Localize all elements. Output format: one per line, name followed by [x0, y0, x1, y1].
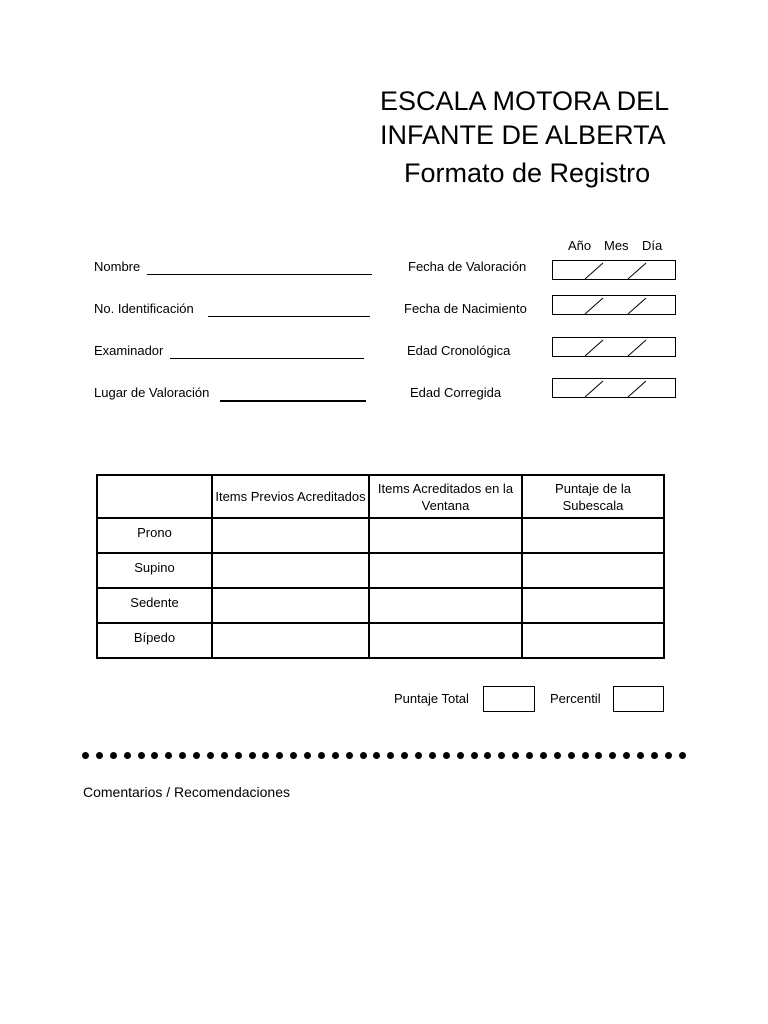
table-cell[interactable]	[212, 623, 369, 658]
examiner-label: Examinador	[94, 343, 164, 358]
table-cell[interactable]	[522, 588, 664, 623]
table-row	[97, 553, 664, 588]
separator-dot	[637, 752, 644, 759]
id-label: No. Identificación	[94, 301, 194, 316]
separator-dot	[346, 752, 353, 759]
comments-area[interactable]	[83, 806, 683, 996]
table-header-corner	[97, 475, 212, 518]
name-field[interactable]	[147, 274, 372, 275]
separator-dot	[249, 752, 256, 759]
separator-dot	[484, 752, 491, 759]
separator-dot	[276, 752, 283, 759]
separator-dot	[110, 752, 117, 759]
separator-dot	[595, 752, 602, 759]
date-header-year: Año	[568, 238, 592, 253]
date-separator-slashes	[553, 338, 677, 358]
subscale-score-table	[96, 474, 665, 659]
separator-dot	[415, 752, 422, 759]
separator-dot	[235, 752, 242, 759]
date-separator-slashes	[553, 379, 677, 399]
separator-dot	[651, 752, 658, 759]
row-label-sitting: Sedente	[97, 588, 212, 623]
table-cell[interactable]	[369, 588, 522, 623]
table-cell[interactable]	[369, 553, 522, 588]
separator-dot	[262, 752, 269, 759]
place-label: Lugar de Valoración	[94, 385, 210, 400]
table-cell[interactable]	[522, 518, 664, 553]
separator-dot	[526, 752, 533, 759]
assessment-date-box[interactable]	[552, 260, 676, 280]
table-cell[interactable]	[212, 588, 369, 623]
date-separator-slashes	[553, 261, 677, 281]
table-row	[97, 623, 664, 658]
name-label: Nombre	[94, 259, 141, 274]
birth-date-label: Fecha de Nacimiento	[404, 301, 527, 316]
birth-date-box[interactable]	[552, 295, 676, 315]
corrected-age-box[interactable]	[552, 378, 676, 398]
separator-dot	[387, 752, 394, 759]
percentile-label: Percentil	[550, 691, 601, 706]
separator-dot	[623, 752, 630, 759]
dotted-separator	[82, 752, 686, 759]
separator-dot	[679, 752, 686, 759]
separator-dot	[82, 752, 89, 759]
row-label-prone: Prono	[97, 518, 212, 553]
place-field[interactable]	[220, 400, 366, 402]
separator-dot	[179, 752, 186, 759]
separator-dot	[96, 752, 103, 759]
table-row	[97, 518, 664, 553]
chronological-age-box[interactable]	[552, 337, 676, 357]
date-separator-slashes	[553, 296, 677, 316]
total-score-label: Puntaje Total	[394, 691, 469, 706]
table-cell[interactable]	[522, 553, 664, 588]
table-header-row	[97, 475, 664, 518]
table-cell[interactable]	[212, 518, 369, 553]
separator-dot	[540, 752, 547, 759]
separator-dot	[193, 752, 200, 759]
separator-dot	[429, 752, 436, 759]
assessment-date-label: Fecha de Valoración	[408, 259, 527, 274]
separator-dot	[318, 752, 325, 759]
separator-dot	[373, 752, 380, 759]
table-cell[interactable]	[369, 623, 522, 658]
row-label-standing: Bípedo	[97, 623, 212, 658]
separator-dot	[471, 752, 478, 759]
examiner-field[interactable]	[170, 358, 364, 359]
separator-dot	[401, 752, 408, 759]
separator-dot	[582, 752, 589, 759]
separator-dot	[554, 752, 561, 759]
percentile-box[interactable]	[613, 686, 664, 712]
date-header-day: Día	[642, 238, 663, 253]
separator-dot	[207, 752, 214, 759]
separator-dot	[138, 752, 145, 759]
total-score-box[interactable]	[483, 686, 535, 712]
separator-dot	[151, 752, 158, 759]
separator-dot	[332, 752, 339, 759]
separator-dot	[165, 752, 172, 759]
table-cell[interactable]	[522, 623, 664, 658]
table-row	[97, 588, 664, 623]
separator-dot	[609, 752, 616, 759]
table-header-window-items: Items Acreditados en la Ventana	[369, 475, 522, 518]
row-label-supine: Supino	[97, 553, 212, 588]
comments-label: Comentarios / Recomendaciones	[83, 784, 290, 800]
date-header-month: Mes	[604, 238, 629, 253]
separator-dot	[457, 752, 464, 759]
corrected-age-label: Edad Corregida	[410, 385, 502, 400]
table-cell[interactable]	[212, 553, 369, 588]
id-field[interactable]	[208, 316, 370, 317]
title-line-1: ESCALA MOTORA DEL	[380, 86, 670, 116]
separator-dot	[568, 752, 575, 759]
separator-dot	[304, 752, 311, 759]
title-line-2: INFANTE DE ALBERTA	[380, 120, 666, 150]
separator-dot	[498, 752, 505, 759]
table-cell[interactable]	[369, 518, 522, 553]
separator-dot	[512, 752, 519, 759]
title-line-3: Formato de Registro	[404, 158, 651, 188]
chronological-age-label: Edad Cronológica	[407, 343, 511, 358]
separator-dot	[360, 752, 367, 759]
separator-dot	[124, 752, 131, 759]
table-header-subscale-score: Puntaje de la Subescala	[522, 475, 664, 518]
separator-dot	[665, 752, 672, 759]
separator-dot	[221, 752, 228, 759]
table-header-previous-items: Items Previos Acreditados	[212, 475, 369, 518]
separator-dot	[443, 752, 450, 759]
separator-dot	[290, 752, 297, 759]
